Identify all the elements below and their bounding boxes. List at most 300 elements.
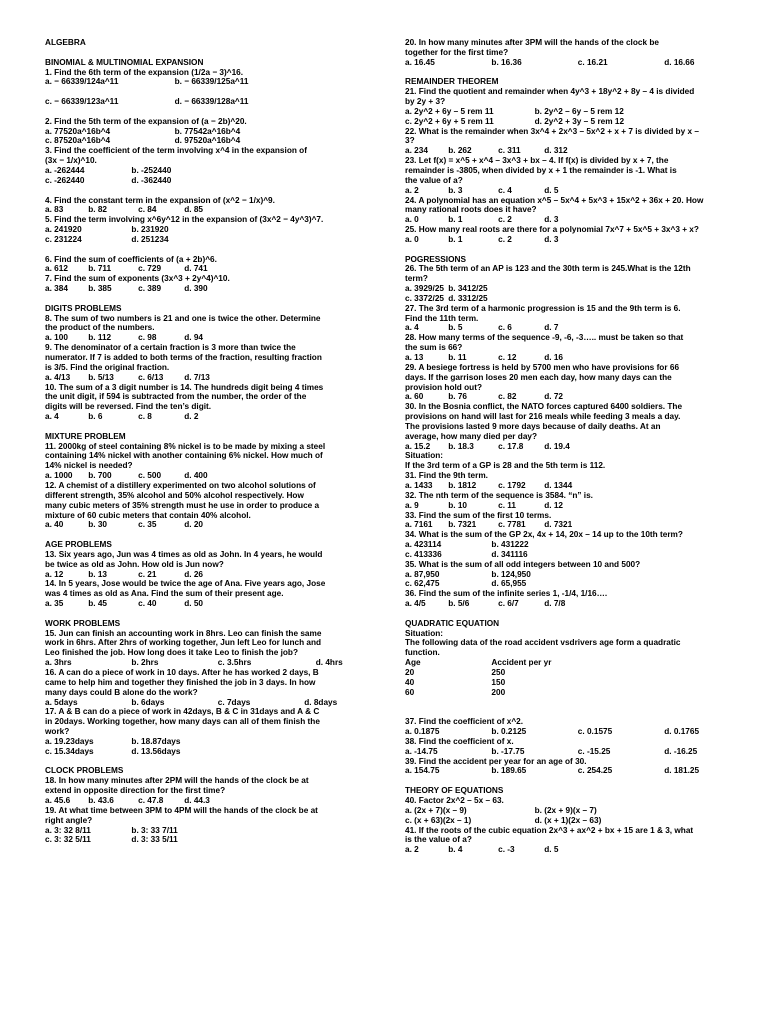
question-text: is the value of a? [405, 835, 472, 845]
question-text: was 4 times as old as Ana. Find the sum of their present age. [45, 589, 284, 599]
question-text: 25. How many real roots are there for a polynomial 7x^7 + 5x^5 + 3x^3 + x? [405, 225, 699, 235]
question-text: many days could B alone do the work? [45, 687, 198, 697]
answer-choice: a. 83 [45, 204, 64, 215]
question-text: Leo finished the job. How long does it take Leo to finish the job? [45, 648, 299, 658]
answer-choice: b. 1 [448, 233, 463, 244]
answer-choices-row [405, 520, 758, 530]
answer-choices-row [405, 186, 758, 196]
answer-choice: c. 2y^2 + 6y + 5 rem 11 [405, 115, 494, 126]
answer-choice: b. 6days [131, 696, 165, 707]
answer-choice: b. 189.65 [491, 765, 527, 776]
answer-choice: d. (x + 1)(2x – 63) [534, 814, 602, 825]
answer-choice: c. (x + 63)(2x – 1) [405, 814, 472, 825]
answer-choice: b. 5/6 [448, 598, 470, 609]
answer-choices-row [405, 727, 758, 737]
question-text: 19. At what time between 3PM to 4PM will the hands of the clock be at [45, 805, 318, 815]
question-text: work? [45, 727, 70, 737]
answer-choice: b. 82 [88, 204, 108, 215]
answer-choice: c. 62,475 [405, 578, 440, 589]
answer-choice: b. 4 [448, 844, 463, 855]
answer-choices-row [405, 117, 758, 127]
question-text: 18. In how many minutes after 2PM will the hands of the clock be at [45, 776, 309, 786]
answer-choice: 150 [491, 676, 506, 687]
question-text: remainder is -3805, when divided by x + 1 the remainder is -1. What is [405, 165, 677, 175]
question-text: Situation: [405, 628, 444, 638]
question-text: 31. Find the 9th term. [405, 471, 488, 481]
answer-choice: b. 6 [88, 411, 103, 422]
question-text: 3? [405, 136, 415, 146]
answer-choice: b. 13 [88, 568, 108, 579]
answer-choice: b. 1 [448, 214, 463, 225]
answer-choice: b. 262 [448, 145, 472, 156]
answer-choice: c. 21 [138, 568, 157, 579]
question-text: 1. Find the 6th term of the expansion (1/2a − 3)^16. [45, 67, 244, 77]
answer-choice: d. 2 [184, 411, 199, 422]
answer-choice: d. 8days [304, 696, 338, 707]
answer-choice: a. 40 [45, 519, 64, 530]
answer-choice: b. 0.2125 [491, 726, 527, 737]
answer-choices-row [45, 658, 400, 668]
answer-choice: b. 18.3 [448, 440, 474, 451]
answer-choice: d. 341116 [491, 548, 528, 559]
answer-choice: d. 97520a^16b^4 [174, 135, 241, 146]
question-text: in 20days. Working together, how many days can all of them finish the [45, 717, 320, 727]
answer-choice: d. 12 [544, 499, 564, 510]
answer-choice: d. 13.56days [131, 745, 181, 756]
answer-choice: c. 231224 [45, 233, 82, 244]
answer-choices-row [45, 176, 400, 186]
answer-choice: d. 3: 33 5/11 [131, 834, 178, 845]
question-text: digits will be reversed. Find the ten’s digit. [45, 402, 212, 412]
spacer [45, 107, 400, 117]
answer-choice: c. 6 [498, 322, 512, 333]
answer-choice: a. 4/13 [45, 371, 71, 382]
question-text: provision hold out? [405, 382, 482, 392]
answer-choice: 200 [491, 686, 506, 697]
answer-choice: d. 19.4 [544, 440, 570, 451]
question-text: 15. Jun can finish an accounting work in 8hrs. Leo can finish the same [45, 628, 322, 638]
section-heading: WORK PROBLEMS [45, 617, 121, 628]
answer-choice: d. 741 [184, 263, 208, 274]
answer-choice: d. 72 [544, 391, 564, 402]
question-text: 26. The 5th term of an AP is 123 and the 30th term is 245.What is the 12th [405, 264, 691, 274]
answer-choice: d. 16 [544, 352, 564, 362]
question-text: 7. Find the sum of exponents (3x^3 + 2y^4)^10. [45, 274, 230, 284]
answer-choice: c. 6/7 [498, 598, 519, 609]
answer-choice: b. (2x + 9)(x – 7) [534, 804, 597, 815]
answer-choice: c. 40 [138, 598, 157, 609]
answer-choice: d. 390 [184, 283, 208, 294]
question-text: 29. A besiege fortress is held by 5700 men who have provisions for 66 [405, 362, 680, 372]
answer-choice: c. 0.1575 [577, 726, 613, 737]
answer-choice: c. 47.8 [138, 794, 164, 805]
question-text: 34. What is the sum of the GP 2x, 4x + 14, 20x – 14 up to the 10th term? [405, 530, 683, 540]
question-text: the unit digit, if 594 is subtracted from the number, the order of the [45, 392, 307, 402]
question-text: 23. Let f(x) = x^5 + x^4 – 3x^3 + bx – 4. If f(x) is divided by x + 7, the [405, 156, 669, 166]
answer-choices-row [405, 481, 758, 491]
answer-choices-row [45, 471, 400, 481]
question-text: 39. Find the accident per year for an age of 30. [405, 756, 587, 766]
question-text: many cubic meters of 35% strength must he use in order to produce a [45, 500, 320, 510]
answer-choice: b. 385 [88, 283, 112, 294]
answer-choice: a. 7161 [405, 519, 433, 530]
answer-choice: b. 16.36 [491, 56, 522, 67]
answer-choices-row [405, 323, 758, 333]
answer-choices-row [405, 501, 758, 511]
answer-choice: b. 76 [448, 391, 468, 402]
question-text: provisions on hand will last for 216 meals while feeding 3 meals a day. [405, 412, 681, 422]
answer-choice: c. 3372/25 [405, 292, 444, 303]
answer-choice: a. 4 [45, 411, 59, 422]
answer-choice: b. 30 [88, 519, 108, 530]
question-text: If the 3rd term of a GP is 28 and the 5th term is 112. [405, 461, 606, 471]
question-text: 37. Find the coefficient of x^2. [405, 717, 524, 727]
answer-choice: 250 [491, 667, 506, 677]
question-text: 30. In the Bosnia conflict, the NATO forces captured 6400 soldiers. The [405, 402, 683, 412]
answer-choice: b. 5 [448, 322, 463, 333]
answer-choices-row [45, 698, 400, 708]
question-text: 28. How many terms of the sequence -9, -6, -3….. must be taken so that [405, 333, 684, 343]
answer-choices-row [45, 205, 400, 215]
answer-choice: a. 241920 [45, 224, 82, 235]
answer-choices-row [405, 570, 758, 580]
answer-choice: a. 423114 [405, 539, 442, 550]
question-text: 4. Find the constant term in the expansion of (x^2 − 1/x)^9. [45, 195, 275, 205]
question-text: 40. Factor 2x^2 – 5x – 63. [405, 795, 504, 805]
answer-choice: a. 154.75 [405, 765, 440, 776]
answer-choice: a. 5days [45, 696, 78, 707]
answer-choices-row [45, 737, 400, 747]
answer-choices-row [405, 579, 758, 589]
question-text: the sum is 66? [405, 343, 463, 353]
answer-choice: b. 77542a^16b^4 [174, 125, 241, 136]
answer-choice: c. -15.25 [577, 745, 611, 756]
answer-choice: b. 10 [448, 499, 468, 510]
answer-choice: a. 77520a^16b^4 [45, 125, 111, 136]
answer-choices-row [45, 235, 400, 245]
question-text: 21. Find the quotient and remainder when 4y^3 + 18y^2 + 8y – 4 is divided [405, 87, 695, 97]
answer-choice: b. 5/13 [88, 371, 114, 382]
answer-choices-row [45, 520, 400, 530]
answer-choices-row [405, 294, 758, 304]
answer-choices-row [405, 540, 758, 550]
answer-choice: c. 1792 [498, 479, 526, 490]
answer-choice: a. 0 [405, 214, 419, 225]
question-text: is 3/5. Find the original fraction. [45, 362, 170, 372]
question-text: 32. The nth term of the sequence is 3584. “n” is. [405, 490, 593, 500]
answer-choice: a. 3: 32 8/11 [45, 824, 91, 835]
answer-choice: d. 5 [544, 184, 559, 195]
section-heading: ALGEBRA [45, 37, 86, 47]
question-text: mixture of 60 cubic meters that contain 40% alcohol. [45, 510, 251, 520]
question-text: 16. A can do a piece of work in 10 days. After he has worked 2 days, B [45, 668, 319, 677]
answer-choices-row [405, 766, 758, 776]
answer-choices-row [45, 826, 400, 836]
question-text: 12. A chemist of a distillery experimented on two alcohol solutions of [45, 480, 316, 490]
answer-choices-row [45, 412, 400, 422]
answer-choice: d. 1344 [544, 479, 573, 490]
answer-choices-row [45, 284, 400, 294]
answer-choice: c. 87520a^16b^4 [45, 135, 111, 146]
question-text: (3x − 1/x)^10. [45, 156, 97, 166]
answer-choice: c. -3 [498, 844, 515, 855]
answer-choice: b. 3412/25 [448, 283, 488, 294]
answer-choices-row [405, 146, 758, 156]
answer-choice: b. 711 [88, 263, 112, 274]
spacer [405, 707, 758, 717]
question-text: different strength, 35% alcohol and 50% alcohol respectively. How [45, 490, 304, 500]
answer-choices-row [45, 599, 400, 609]
question-text: 38. Find the coefficient of x. [405, 736, 514, 746]
answer-choices-row [405, 816, 758, 826]
answer-choices-row [45, 136, 400, 146]
answer-choice: b. 45 [88, 598, 108, 609]
answer-choice: b. 231920 [131, 224, 169, 235]
answer-choice: Accident per yr [491, 657, 552, 668]
answer-choice: c. 254.25 [577, 765, 613, 776]
question-text: right angle? [45, 815, 93, 825]
answer-choice: b. 3 [448, 184, 463, 195]
answer-choice: a. 87,950 [405, 568, 440, 579]
answer-choice: b. − 66339/125a^11 [174, 76, 249, 87]
question-text: extend in opposite direction for the first time? [45, 786, 226, 796]
spacer [45, 186, 400, 196]
answer-choices-row [405, 599, 758, 609]
answer-choice: d. 3312/25 [448, 292, 488, 303]
answer-choice: b. 3: 33 7/11 [131, 824, 178, 835]
right-column [405, 38, 758, 855]
answer-choice: a. 612 [45, 263, 68, 274]
answer-choices-row [405, 668, 758, 678]
answer-choices-row [45, 747, 400, 757]
question-text: 10. The sum of a 3 digit number is 14. The hundreds digit being 4 times [45, 382, 324, 392]
answer-choice: a. 35 [45, 598, 64, 609]
answer-choices-row [45, 835, 400, 845]
question-text: 3. Find the coefficient of the term involving x^4 in the expansion of [45, 146, 307, 156]
answer-choices-row [45, 166, 400, 176]
answer-choice: a. 12 [45, 568, 64, 579]
answer-choice: d. − 66339/128a^11 [174, 96, 249, 107]
answer-choice: d. 0.1765 [664, 726, 700, 737]
answer-choices-row [405, 235, 758, 245]
question-text: 33. Find the sum of the first 10 terms. [405, 510, 552, 520]
answer-choice: c. 413336 [405, 548, 442, 559]
answer-choice: a. − 66339/124a^11 [45, 76, 119, 87]
answer-choice: c. 17.8 [498, 440, 524, 451]
answer-choice: c. 84 [138, 204, 157, 215]
answer-choice: c. 12 [498, 352, 517, 362]
answer-choices-row [405, 58, 758, 68]
answer-choice: a. 234 [405, 145, 428, 156]
answer-choice: a. 0 [405, 233, 419, 244]
answer-choice: a. 2 [405, 844, 419, 855]
answer-choice: a. 100 [45, 332, 68, 343]
answer-choice: b. 1812 [448, 479, 477, 490]
answer-choice: b. 43.6 [88, 794, 114, 805]
answer-choice: d. 181.25 [664, 765, 700, 776]
answer-choice: d. 65,955 [491, 578, 527, 589]
answer-choice: c. 11 [498, 499, 517, 510]
question-text: many rational roots does it have? [405, 205, 537, 215]
question-text: 17. A & B can do a piece of work in 42days, B & C in 31days and A & C [45, 707, 320, 717]
answer-choice: a. (2x + 7)(x – 9) [405, 804, 467, 815]
answer-choice: d. 7 [544, 322, 559, 333]
answer-choice: b. 112 [88, 332, 112, 343]
answer-choice: a. 60 [405, 391, 424, 402]
answer-choice: d. 85 [184, 204, 204, 215]
question-text: 35. What is the sum of all odd integers between 10 and 500? [405, 559, 641, 569]
answer-choice: a. 9 [405, 499, 419, 510]
answer-choice: c. 500 [138, 470, 162, 481]
section-heading: THEORY OF EQUATIONS [405, 785, 504, 796]
answer-choice: c. 389 [138, 283, 162, 294]
answer-choice: c. 3: 32 5/11 [45, 834, 91, 845]
answer-choice: 40 [405, 676, 415, 687]
answer-choice: d. 7321 [544, 519, 573, 530]
answer-choices-row [405, 392, 758, 402]
answer-choices-row [45, 373, 400, 383]
answer-choice: b. -252440 [131, 164, 172, 175]
spacer [45, 245, 400, 255]
left-column [45, 38, 400, 845]
question-text: Situation: [405, 451, 444, 461]
answer-choices-row [45, 77, 400, 87]
answer-choice: b. -17.75 [491, 745, 525, 756]
answer-choice: d. 5 [544, 844, 559, 855]
answer-choice: d. 26 [184, 568, 204, 579]
answer-choice: b. 2hrs [131, 657, 159, 668]
answer-choice: a. 19.23days [45, 735, 94, 746]
question-text: numerator. If 7 is added to both terms of the fraction, resulting fraction [45, 353, 322, 362]
answer-choices-row [45, 796, 400, 806]
section-heading: MIXTURE PROBLEM [45, 430, 126, 441]
answer-choice: c. 7days [217, 696, 251, 707]
question-text: 27. The 3rd term of a harmonic progression is 15 and the 9th term is 6. [405, 303, 681, 313]
answer-choice: a. 384 [45, 283, 68, 294]
answer-choice: a. -14.75 [405, 745, 438, 756]
answer-choice: 60 [405, 686, 415, 697]
answer-choice: b. 11 [448, 352, 467, 362]
question-text: 14% nickel is needed? [45, 461, 133, 471]
answer-choice: c. 16.21 [577, 56, 608, 67]
answer-choice: d. 2y^2 + 3y – 5 rem 12 [534, 115, 625, 126]
answer-choice: a. 3hrs [45, 657, 72, 668]
question-text: 8. The sum of two numbers is 21 and one is twice the other. Determine [45, 313, 321, 323]
answer-choice: c. 4 [498, 184, 512, 195]
answer-choices-row [45, 264, 400, 274]
answer-choice: d. 4hrs [315, 657, 343, 668]
answer-choice: a. 1000 [45, 470, 73, 481]
question-text: The provisions lasted 9 more days because of daily deaths. At an [405, 421, 661, 431]
question-text: 13. Six years ago, Jun was 4 times as old as John. In 4 years, he would [45, 549, 323, 559]
answer-choice: d. 3 [544, 214, 559, 225]
answer-choice: d. 16.66 [664, 56, 695, 67]
answer-choice: c. 7781 [498, 519, 526, 530]
answer-choice: d. 20 [184, 519, 204, 530]
answer-choice: d. 400 [184, 470, 208, 481]
question-text: 24. A polynomial has an equation x^5 – 5x^4 + 5x^3 + 15x^2 + 36x + 20. How [405, 195, 704, 205]
question-text: be twice as old as John. How old is Jun now? [45, 559, 224, 569]
answer-choice: a. 16.45 [405, 56, 435, 67]
answer-choice: a. 0.1875 [405, 726, 440, 737]
answer-choice: b. 2y^2 – 6y – 5 rem 12 [534, 105, 624, 116]
answer-choice: a. 2y^2 + 6y – 5 rem 11 [405, 105, 494, 116]
question-text: function. [405, 648, 440, 658]
section-heading: QUADRATIC EQUATION [405, 617, 500, 628]
question-text: together for the first time? [405, 47, 509, 57]
spacer [405, 698, 758, 708]
question-text: containing 14% nickel with another containing 6% nickel. How much of [45, 451, 323, 461]
question-text: 20. In how many minutes after 3PM will the hands of the clock be [405, 38, 659, 47]
answer-choice: d. 50 [184, 598, 204, 609]
question-text: 9. The denominator of a certain fraction is 3 more than twice the [45, 343, 296, 353]
answer-choice: c. 2 [498, 233, 512, 244]
question-text: term? [405, 274, 428, 284]
answer-choices-row [405, 678, 758, 688]
answer-choice: c. 311 [498, 145, 521, 156]
answer-choice: d. 251234 [131, 233, 169, 244]
answer-choice: b. 18.87days [131, 735, 181, 746]
question-text: the product of the numbers. [45, 323, 155, 333]
answer-choice: d. 7/8 [544, 598, 566, 609]
answer-choice: a. 2 [405, 184, 419, 195]
answer-choice: c. 729 [138, 263, 162, 274]
answer-choice: a. 4 [405, 322, 419, 333]
answer-choice: c. 35 [138, 519, 157, 530]
answer-choices-row [45, 97, 400, 107]
section-heading: REMAINDER THEOREM [405, 76, 499, 87]
answer-choice: Age [405, 657, 421, 668]
answer-choice: c. 98 [138, 332, 157, 343]
answer-choice: a. 13 [405, 352, 424, 362]
question-text: 14. In 5 years, Jose would be twice the age of Ana. Five years ago, Jose [45, 579, 326, 589]
question-text: 41. If the roots of the cubic equation 2x^3 + ax^2 + bx + 15 are 1 & 3, what [405, 825, 694, 835]
question-text: 6. Find the sum of coefficients of (a + 2b)^6. [45, 254, 217, 264]
answer-choices-row [405, 688, 758, 698]
answer-choices-row [405, 845, 758, 855]
question-text: days. If the garrison loses 20 men each day, how many days can the [405, 372, 672, 382]
question-text: 22. What is the remainder when 3x^4 + 2x^3 – 5x^2 + x + 7 is divided by x – [405, 126, 699, 136]
question-text: The following data of the road accident vsdrivers age form a quadratic [405, 638, 681, 648]
answer-choices-row [45, 570, 400, 580]
question-text: came to help him and together they finished the job in 3 days. In how [45, 677, 316, 687]
answer-choice: c. 3.5hrs [217, 657, 252, 668]
answer-choice: a. 45.6 [45, 794, 71, 805]
answer-choice: d. -362440 [131, 174, 172, 185]
question-text: the value of a? [405, 175, 463, 185]
answer-choices-row [45, 225, 400, 235]
question-text: Find the 11th term. [405, 313, 479, 323]
answer-choice: d. 94 [184, 332, 204, 343]
answer-choice: c. 2 [498, 214, 512, 225]
section-heading: AGE PROBLEMS [45, 539, 112, 550]
answer-choices-row [405, 550, 758, 560]
answer-choice: c. 15.34days [45, 745, 94, 756]
answer-choice: a. 3929/25 [405, 283, 444, 294]
answer-choice: b. 431222 [491, 539, 529, 550]
answer-choices-row [405, 747, 758, 757]
answer-choice: c. 82 [498, 391, 517, 402]
answer-choices-row [45, 333, 400, 343]
answer-choice: a. -262444 [45, 164, 85, 175]
section-heading: BINOMIAL & MULTINOMIAL EXPANSION [45, 56, 204, 67]
answer-choice: d. 7/13 [184, 371, 210, 382]
answer-choice: b. 7321 [448, 519, 477, 530]
answer-choice: d. -16.25 [664, 745, 698, 756]
question-text: 11. 2000kg of steel containing 8% nickel is to be made by mixing a steel [45, 441, 326, 451]
answer-choices-row [405, 658, 758, 668]
answer-choice: c. 6/13 [138, 371, 164, 382]
